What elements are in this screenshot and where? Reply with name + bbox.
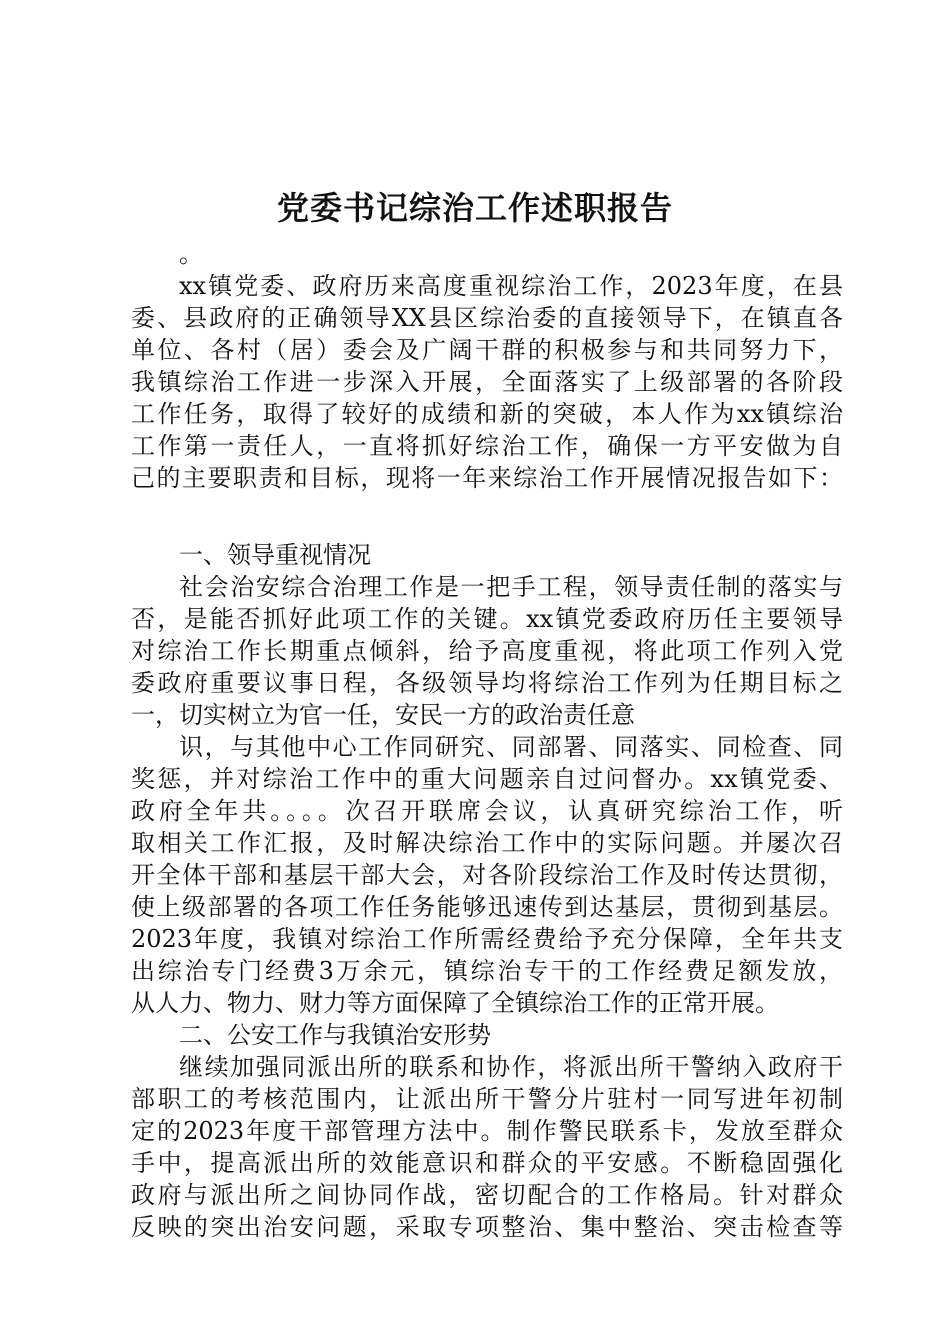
text-line: 工作任务，取得了较好的成绩和新的突破，本人作为xx镇综治: [131, 400, 843, 428]
text-line: 从人力、物力、财力等方面保障了全镇综治工作的正常开展。: [131, 989, 779, 1017]
paragraph-gap: [131, 494, 843, 539]
text-line: 手中，提高派出所的效能意识和群众的平安感。不断稳固强化: [131, 1149, 843, 1177]
text-line: 工作第一责任人，一直将抓好综治工作，确保一方平安做为自: [131, 432, 843, 460]
text-line: 2023年度，我镇对综治工作所需经费给予充分保障，全年共支: [131, 925, 843, 953]
text-line: 政府与派出所之间协同作战，密切配合的工作格局。针对群众: [131, 1181, 843, 1209]
text-line: 社会治安综合治理工作是一把手工程，领导责任制的落实与: [179, 573, 843, 601]
text-line: 继续加强同派出所的联系和协作，将派出所干警纳入政府干: [179, 1053, 843, 1081]
text-line: 反映的突出治安问题，采取专项整治、集中整治、突击检查等: [131, 1213, 843, 1241]
text-line: 识，与其他中心工作同研究、同部署、同落实、同检查、同: [179, 733, 843, 761]
text-line: xx镇党委、政府历来高度重视综治工作，2023年度，在县: [179, 272, 843, 300]
text-line: 部职工的考核范围内，让派出所干警分片驻村一同写进年初制: [131, 1085, 843, 1113]
text-line: 使上级部署的各项工作任务能够迅速传到达基层，贯彻到基层。: [131, 893, 843, 921]
text-line: 开全体干部和基层干部大会，对各阶段综治工作及时传达贯彻，: [131, 861, 843, 889]
document-title: 党委书记综治工作述职报告: [276, 189, 673, 227]
text-line: 奖惩，并对综治工作中的重大问题亲自过问督办。xx镇党委、: [131, 765, 843, 793]
text-line: 二、公安工作与我镇治安形势: [179, 1021, 491, 1049]
text-line: 单位、各村（居）委会及广阔干群的积极参与和共同努力下，: [131, 336, 843, 364]
text-line: 一、领导重视情况: [179, 541, 371, 569]
text-line: 己的主要职责和目标，现将一年来综治工作开展情况报告如下：: [131, 464, 843, 492]
text-line: 。: [179, 240, 203, 268]
text-line: 出综治专门经费3万余元，镇综治专干的工作经费足额发放，: [131, 957, 843, 985]
text-line: 我镇综治工作进一步深入开展，全面落实了上级部署的各阶段: [131, 368, 843, 396]
text-line: 委政府重要议事日程，各级领导均将综治工作列为任期目标之: [131, 669, 843, 697]
text-line: 委、县政府的正确领导XX县区综治委的直接领导下，在镇直各: [131, 304, 843, 332]
text-line: 政府全年共。。。。次召开联席会议，认真研究综治工作，听: [131, 797, 843, 825]
text-line: 对综治工作长期重点倾斜，给予高度重视，将此项工作列入党: [131, 637, 843, 665]
text-line: 定的2023年度干部管理方法中。制作警民联系卡，发放至群众: [131, 1117, 843, 1145]
text-line: 否，是能否抓好此项工作的关键。xx镇党委政府历任主要领导: [131, 605, 843, 633]
document-body: [131, 238, 843, 1243]
text-line: 一，切实树立为官一任，安民一方的政治责任意: [131, 701, 635, 729]
text-line: 取相关工作汇报，及时解决综治工作中的实际问题。并屡次召: [131, 829, 843, 857]
